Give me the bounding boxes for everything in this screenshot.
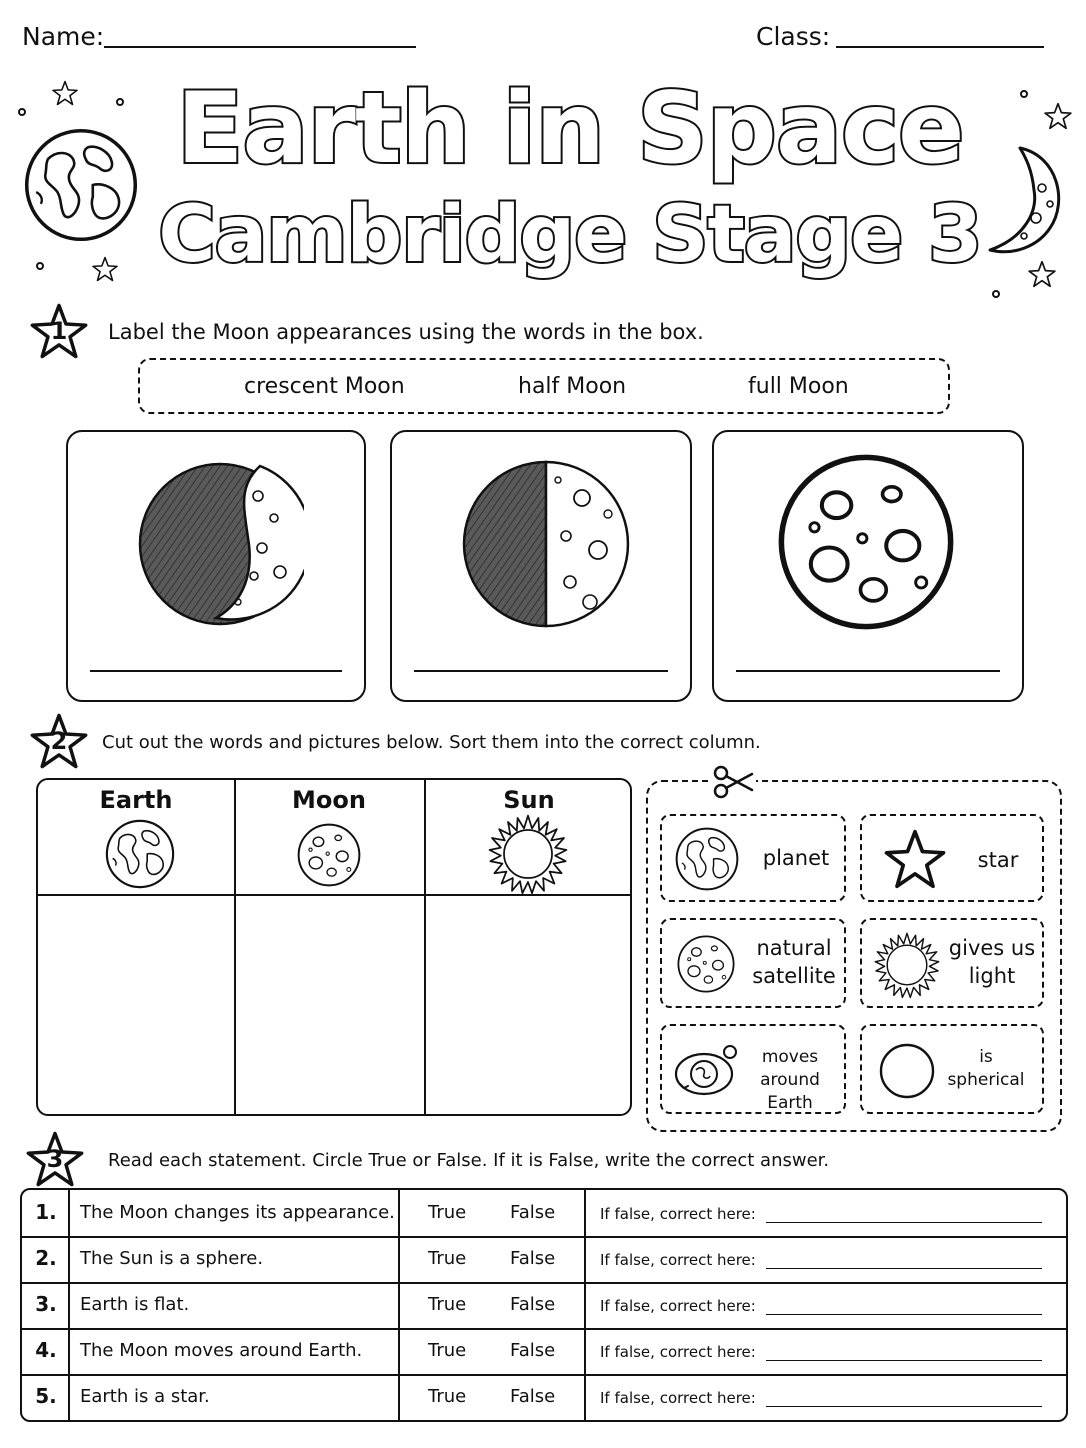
cut-card-label: is spherical [947,1047,1025,1090]
moon-card-full [712,430,1024,702]
table-row: 3. Earth is flat. True False If false, correct here: [22,1282,1066,1328]
word-full-moon: full Moon [748,374,849,399]
correction-label: If false, correct here: [600,1389,756,1407]
sun-icon [874,932,940,998]
star-decoration-icon [92,256,118,282]
true-option[interactable]: True [428,1202,467,1223]
answer-line[interactable] [414,670,668,672]
dot-decoration [116,98,124,106]
cut-card-label: natural satellite [752,936,836,989]
page-title: Earth in Space [176,72,964,186]
drop-zone-moon[interactable] [236,896,424,1116]
section-number: 1 [50,317,68,345]
true-option[interactable]: True [428,1248,467,1269]
correction-field[interactable] [766,1314,1042,1315]
cut-card-label: moves around Earth [760,1047,820,1113]
true-option[interactable]: True [428,1294,467,1315]
earth-icon [22,126,140,244]
word-box [138,358,950,414]
table-row: 2. The Sun is a sphere. True False If false, correct here: [22,1236,1066,1282]
word-half-moon: half Moon [518,374,627,399]
star-decoration-icon [52,80,78,106]
correction-field[interactable] [766,1406,1042,1407]
section-1-badge [30,302,88,360]
scissors-icon [712,764,756,800]
dot-decoration [18,108,26,116]
moon-card-crescent [66,430,366,702]
section-2-instruction: Cut out the words and pictures below. Sort them into the correct column. [102,732,761,753]
false-option[interactable]: False [510,1248,556,1269]
page-subtitle: Cambridge Stage 3 [158,190,982,280]
table-row: 1. The Moon changes its appearance. True False If false, correct here: [22,1190,1066,1236]
column-head-sun: Sun [503,786,555,814]
column-head-earth: Earth [99,786,173,814]
cut-card-natural-satellite[interactable] [660,918,846,1008]
false-option[interactable]: False [510,1294,556,1315]
cut-card-planet[interactable] [660,814,846,902]
star-icon [884,828,946,890]
section-number: 2 [50,727,68,755]
sort-table [36,778,632,1116]
true-option[interactable]: True [428,1386,467,1407]
section-3-instruction: Read each statement. Circle True or False. If it is False, write the correct answer. [108,1150,830,1171]
false-option[interactable]: False [510,1386,556,1407]
name-label: Name: [22,22,105,51]
cut-card-star[interactable] [860,814,1044,902]
correction-label: If false, correct here: [600,1343,756,1361]
section-3-badge [26,1130,84,1188]
name-field[interactable] [104,46,416,48]
cut-card-label: planet [762,846,830,870]
star-decoration-icon [1028,260,1056,288]
half-moon-icon [458,452,634,632]
sun-icon [488,814,568,894]
dot-decoration [992,290,1000,298]
class-label: Class: [756,22,831,51]
moon-icon [676,934,736,994]
cut-out-area [646,780,1062,1132]
section-2-badge [30,712,88,770]
drop-zone-sun[interactable] [426,896,632,1116]
cut-card-label: gives us light [948,936,1036,989]
correction-label: If false, correct here: [600,1251,756,1269]
cut-card-is-spherical[interactable] [860,1024,1044,1114]
correction-field[interactable] [766,1360,1042,1361]
correction-label: If false, correct here: [600,1297,756,1315]
correction-field[interactable] [766,1222,1042,1223]
sphere-icon [878,1042,936,1100]
column-head-moon: Moon [292,786,366,814]
section-1-instruction: Label the Moon appearances using the words in the box. [108,320,704,344]
correction-label: If false, correct here: [600,1205,756,1223]
dot-decoration [36,262,44,270]
false-option[interactable]: False [510,1340,556,1361]
true-false-table [20,1188,1068,1422]
class-field[interactable] [836,46,1044,48]
correction-field[interactable] [766,1268,1042,1269]
moon-card-half [390,430,692,702]
drop-zone-earth[interactable] [40,896,234,1116]
full-moon-icon [774,450,958,634]
table-row: 5. Earth is a star. True False If false, correct here: [22,1374,1066,1420]
orbit-icon [670,1040,742,1100]
answer-line[interactable] [90,670,342,672]
answer-line[interactable] [736,670,1000,672]
moon-icon [296,822,362,888]
cut-card-gives-us-light[interactable] [860,918,1044,1008]
word-crescent-moon: crescent Moon [244,374,405,399]
cut-card-moves-around-earth[interactable] [660,1024,846,1114]
table-row: 4. The Moon moves around Earth. True False If false, correct here: [22,1328,1066,1374]
crescent-moon-icon [134,452,304,632]
dot-decoration [1020,90,1028,98]
earth-icon [104,818,176,890]
star-decoration-icon [1044,102,1072,130]
false-option[interactable]: False [510,1202,556,1223]
cut-card-label: star [977,848,1019,872]
earth-icon [674,826,740,892]
true-option[interactable]: True [428,1340,467,1361]
section-number: 3 [46,1145,64,1173]
